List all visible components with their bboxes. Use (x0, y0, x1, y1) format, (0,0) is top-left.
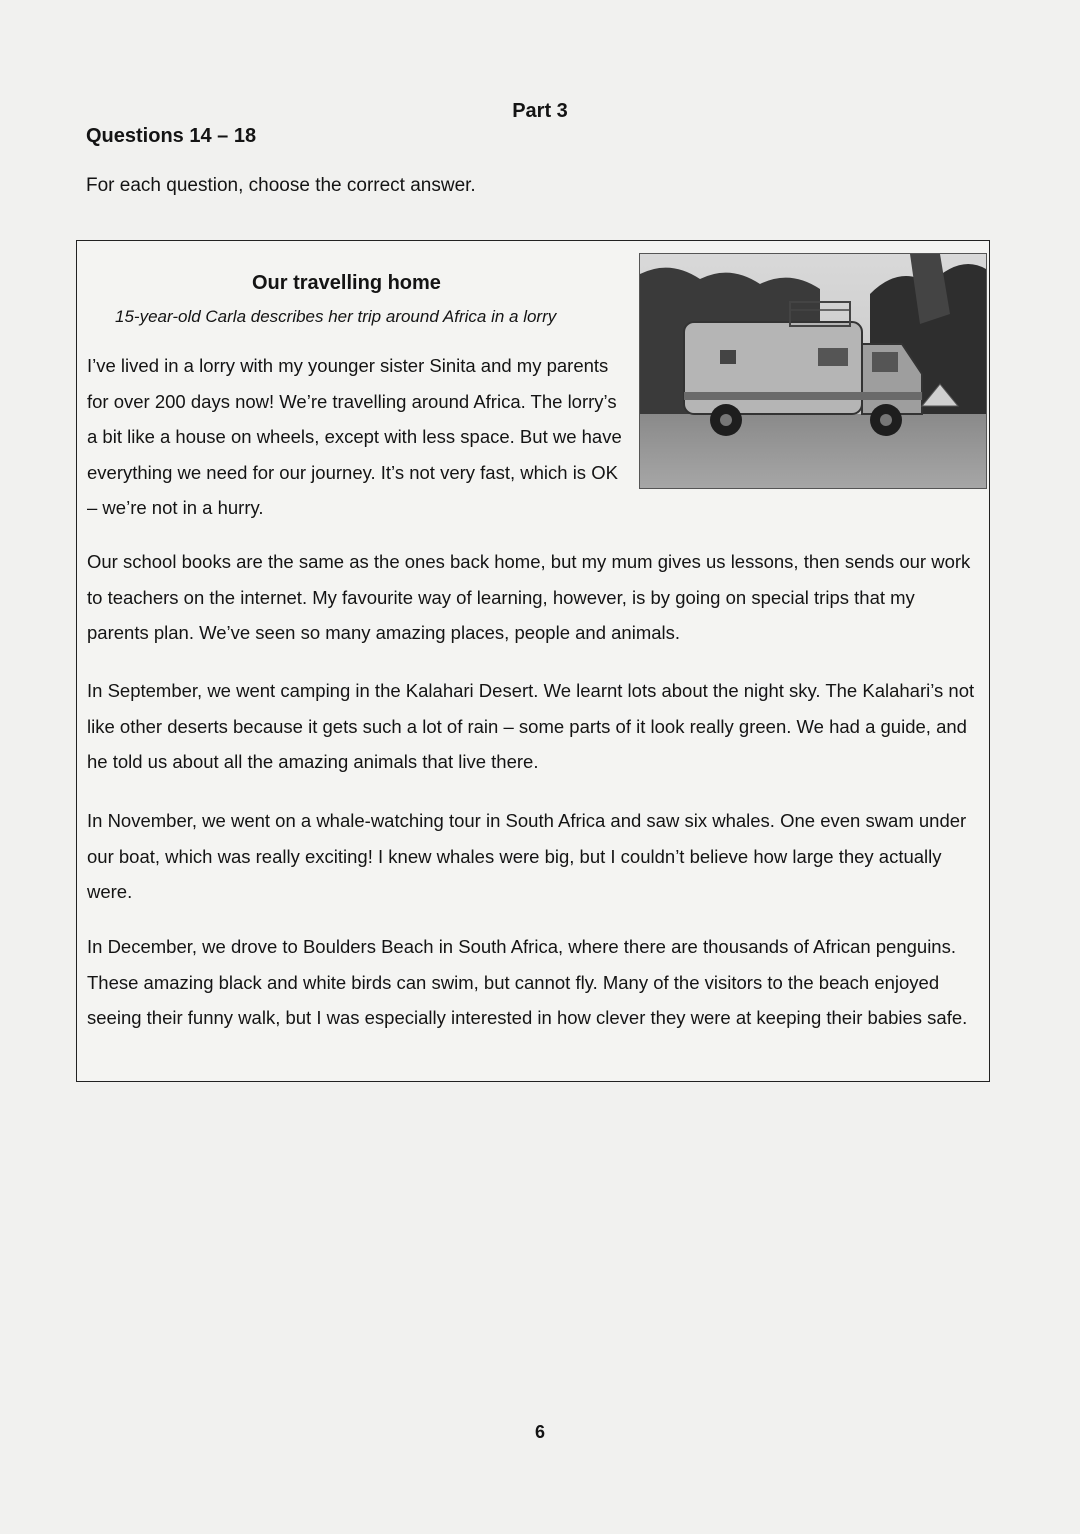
lorry-photo (639, 253, 987, 489)
page-number: 6 (534, 1422, 545, 1442)
questions-title: Questions 14 – 18 (86, 125, 257, 147)
instruction-text: For each question, choose the correct answer. (86, 175, 476, 196)
article-paragraph: In September, we went camping in the Kalahari Desert. We learnt lots about the night sky. The Kalahari’s not like other deserts because it gets such a lot of rain – some parts of it look really green. We had a guide, and he told us about all the amazing animals that live there. (87, 680, 975, 772)
part-title: Part 3 (512, 100, 568, 122)
article-subtitle: 15-year-old Carla describes her trip around Africa in a lorry (115, 307, 557, 326)
article-paragraph: In December, we drove to Boulders Beach in South Africa, where there are thousands of African penguins. These amazing black and white birds can swim, but cannot fly. Many of the visitors to the beach enjoyed seeing their funny walk, but I was especially interested in how clever they were at keeping their babies safe. (87, 936, 968, 1028)
article-paragraph: In November, we went on a whale-watching tour in South Africa and saw six whales. One even swam under our boat, which was really exciting! I knew whales were big, but I couldn’t believe how large they actually were. (87, 810, 967, 902)
article-box (76, 240, 990, 1082)
article-title: Our travelling home (252, 272, 441, 294)
article-paragraph: Our school books are the same as the ones back home, but my mum gives us lessons, then sends our work to teachers on the internet. My favourite way of learning, however, is by going on special trips that my parents plan. We’ve seen so many amazing places, people and animals. (87, 551, 971, 643)
article-paragraph: I’ve lived in a lorry with my younger sister Sinita and my parents for over 200 days now! We’re travelling around Africa. The lorry’s a bit like a house on wheels, except with less space. But we have everything we need for our journey. It’s not very fast, which is OK – we’re not in a hurry. (87, 355, 622, 518)
